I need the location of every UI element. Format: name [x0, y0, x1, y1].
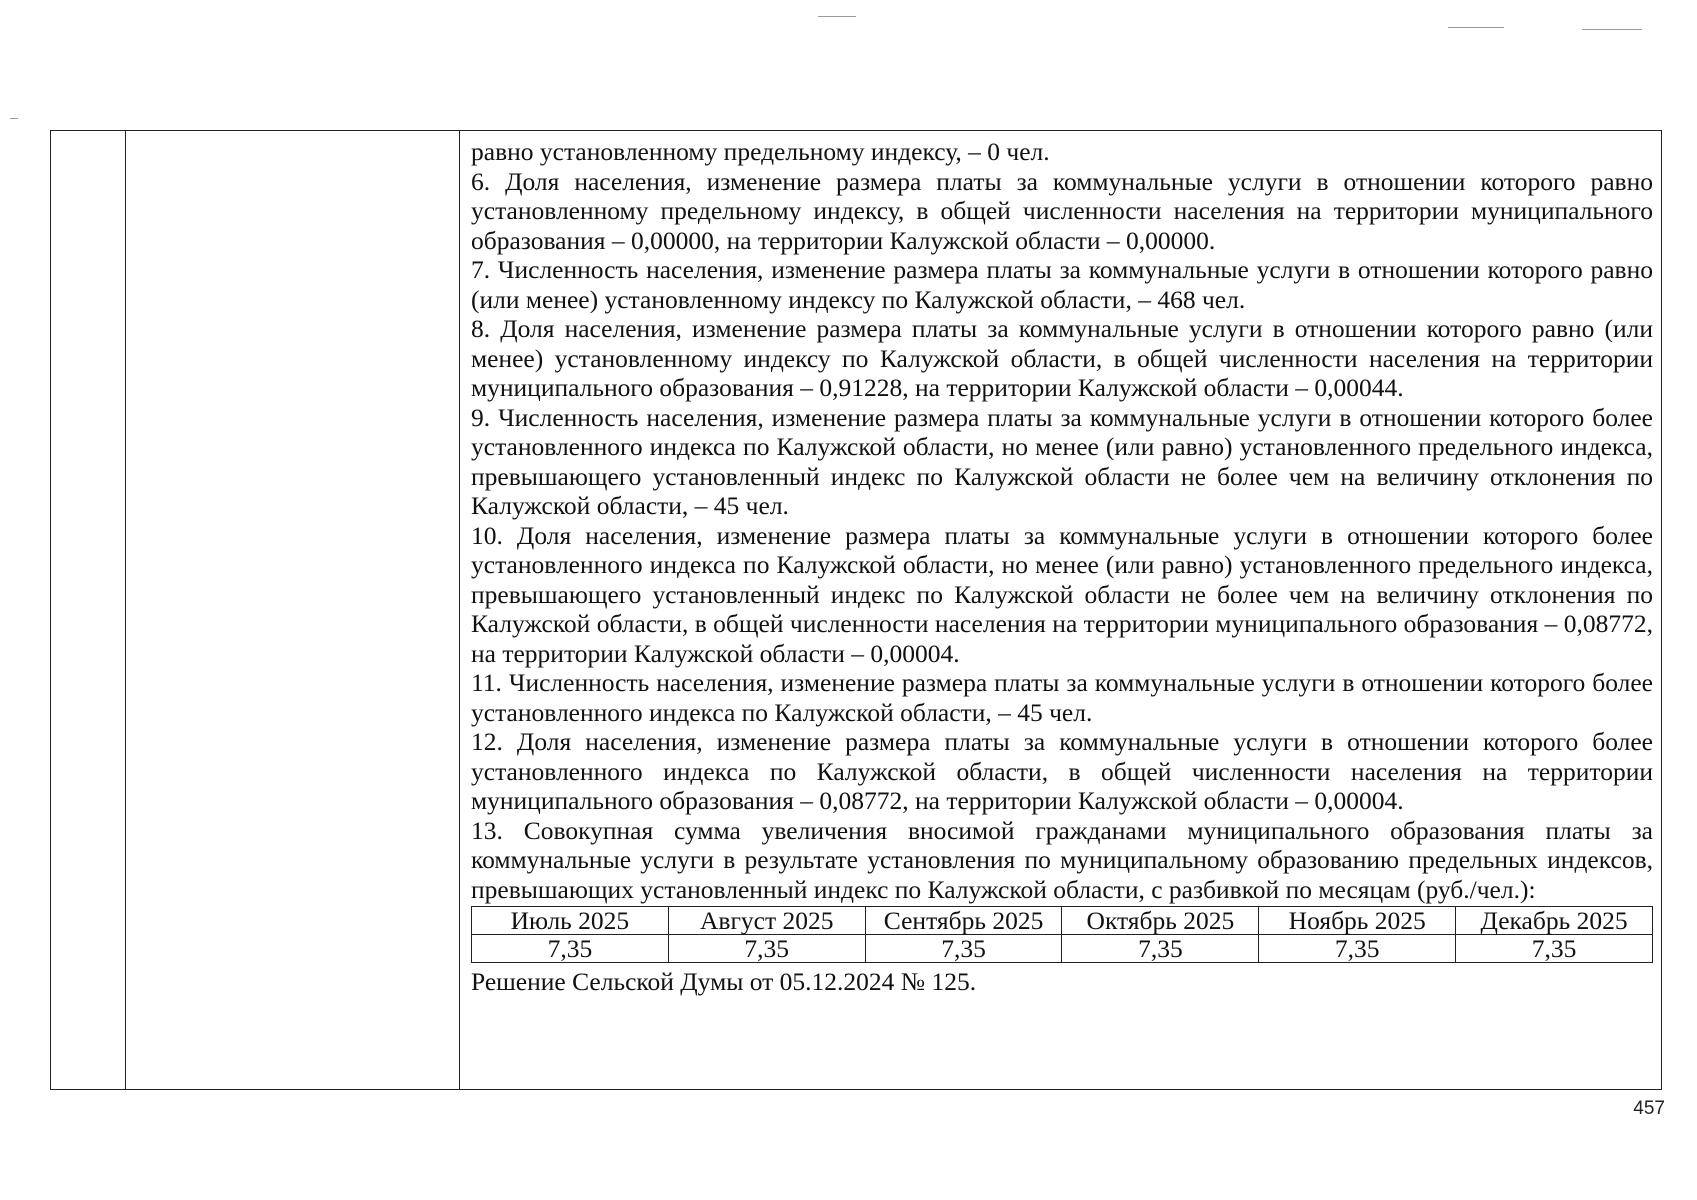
- month-header: Октябрь 2025: [1062, 907, 1259, 935]
- paragraph: 11. Численность населения, изменение размера платы за коммунальные услуги в отношении которого более установленного индекса по Калужской области, – 45 чел.: [471, 668, 1653, 727]
- column-divider: [125, 131, 126, 1089]
- amount-cell: 7,35: [1062, 935, 1259, 963]
- amount-cell: 7,35: [865, 935, 1062, 963]
- paragraph: 10. Доля населения, изменение размера платы за коммунальные услуги в отношении которого более установленного индекса по Калужской области, но менее (или равно) установленного предельного индекса, превышающего установленный индекс по Калужской области не более чем на величину отклонения по Калужской области, в общей численности населения на территории муниципального образования – 0,08772, на территории Калужской области – 0,00004.: [471, 520, 1653, 668]
- paragraph: 8. Доля населения, изменение размера платы за коммунальные услуги в отношении которого равно (или менее) установленному индексу по Калужской области, в общей численности населения на территории муниципального образования – 0,91228, на территории Калужской области – 0,00044.: [471, 314, 1653, 402]
- content-cell: [471, 137, 1653, 997]
- page-number: 457: [1633, 1098, 1665, 1119]
- month-header: Декабрь 2025: [1456, 907, 1653, 935]
- scan-mark: [1582, 29, 1642, 30]
- table-header-row: [472, 907, 1653, 935]
- month-header: Ноябрь 2025: [1259, 907, 1456, 935]
- document-table: [50, 130, 1662, 1090]
- paragraph: 13. Совокупная сумма увеличения вносимой гражданами муниципального образования платы за коммунальные услуги в результате установления по муниципальному образованию предельных индексов, превышающих установленный индекс по Калужской области, с разбивкой по месяцам (руб./чел.):: [471, 815, 1653, 904]
- month-header: Сентябрь 2025: [865, 907, 1062, 935]
- month-header: Июль 2025: [472, 907, 669, 935]
- amount-cell: 7,35: [1259, 935, 1456, 963]
- amount-cell: 7,35: [472, 935, 669, 963]
- paragraph: 12. Доля населения, изменение размера платы за коммунальные услуги в отношении которого более установленного индекса по Калужской области, в общей численности населения на территории муниципального образования – 0,08772, на территории Калужской области – 0,00004.: [471, 727, 1653, 815]
- month-header: Август 2025: [668, 907, 865, 935]
- paragraph: 7. Численность населения, изменение размера платы за коммунальные услуги в отношении которого равно (или менее) установленному индексу по Калужской области, – 468 чел.: [471, 255, 1653, 314]
- amount-cell: 7,35: [668, 935, 865, 963]
- scan-mark: [10, 118, 18, 119]
- amount-cell: 7,35: [1456, 935, 1653, 963]
- monthly-increase-table: [471, 906, 1653, 963]
- paragraph: 6. Доля населения, изменение размера платы за коммунальные услуги в отношении которого равно установленному предельному индексу, в общей численности населения на территории муниципального образования – 0,00000, на территории Калужской области – 0,00000.: [471, 166, 1653, 255]
- table-row: [472, 935, 1653, 963]
- decision-reference: Решение Сельской Думы от 05.12.2024 № 125.: [471, 967, 977, 996]
- column-divider: [459, 131, 460, 1089]
- scan-mark: [1448, 27, 1504, 28]
- paragraph: 9. Численность населения, изменение размера платы за коммунальные услуги в отношении которого более установленного индекса по Калужской области, но менее (или равно) установленного предельного индекса, превышающего установленный индекс по Калужской области не более чем на величину отклонения по Калужской области, – 45 чел.: [471, 402, 1653, 520]
- paragraph: равно установленному предельному индексу, – 0 чел.: [471, 137, 1050, 166]
- scan-mark: [818, 16, 856, 17]
